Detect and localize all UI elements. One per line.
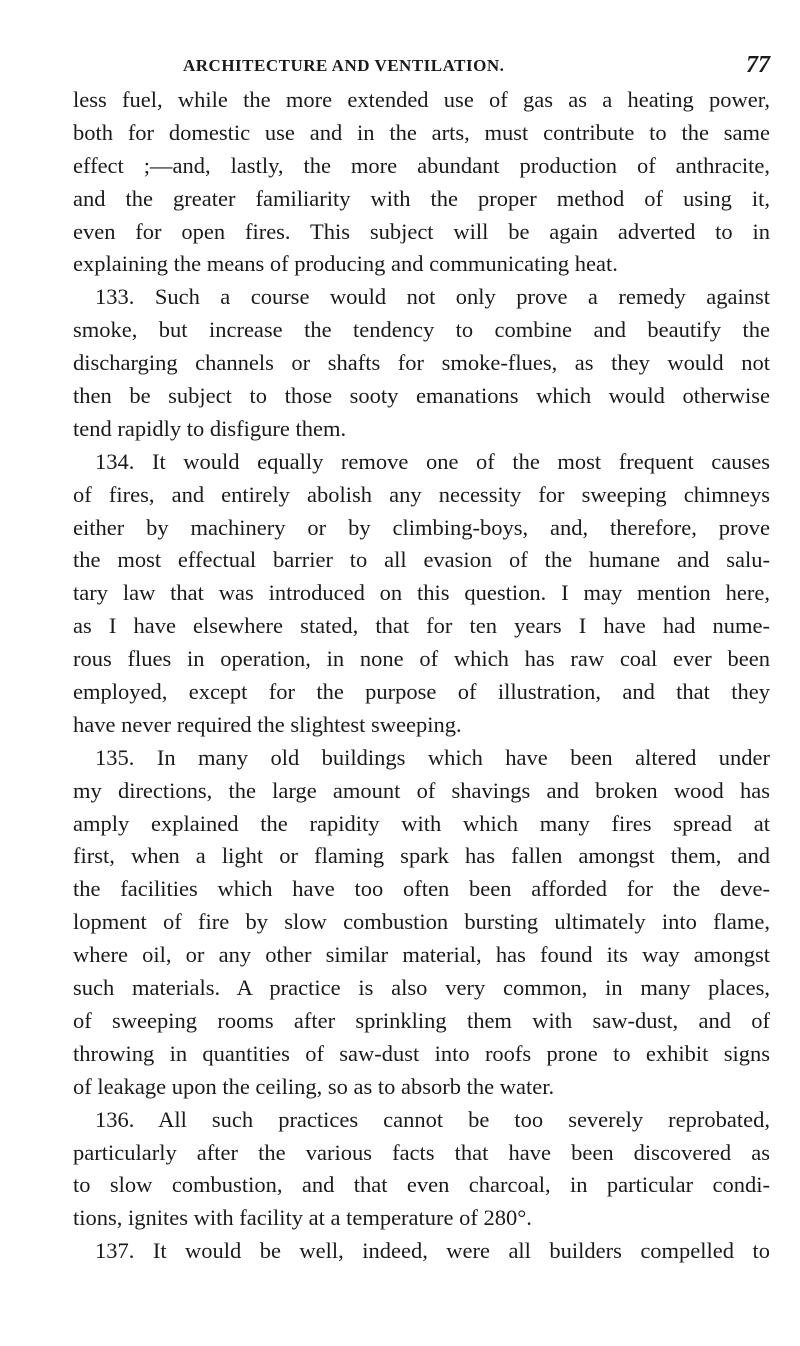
text-line: throwing in quantities of saw-dust into roofs prone to exhibit signs [73,1040,770,1066]
text-line: both for domestic use and in the arts, must contribute to the same [73,119,770,145]
text-line: and the greater familiarity with the proper method of using it, [73,185,770,211]
text-line: such materials. A practice is also very common, in many places, [73,975,770,1001]
text-line: where oil, or any other similar material, has found its way amongst [73,942,770,968]
text-line: amply explained the rapidity with which many fires spread at [73,810,770,836]
page-number: 77 [746,52,770,78]
text-line: rous flues in operation, in none of which has raw coal ever been [73,646,770,672]
text-line: 137. It would be well, indeed, were all builders compelled to [95,1238,770,1264]
text-line: 133. Such a course would not only prove a remedy against [95,284,770,310]
text-line: discharging channels or shafts for smoke-flues, as they would not [73,350,770,376]
text-line: then be subject to those sooty emanations which would otherwise [73,383,770,409]
text-line: tary law that was introduced on this question. I may mention here, [73,580,770,606]
text-line: tend rapidly to disfigure them. [73,415,347,441]
body-text [73,84,770,1268]
text-line: to slow combustion, and that even charcoal, in particular condi- [73,1172,770,1198]
text-line: the facilities which have too often been afforded for the deve- [73,876,770,902]
text-line: of fires, and entirely abolish any necessity for sweeping chimneys [73,481,770,507]
text-line: either by machinery or by climbing-boys, and, therefore, prove [73,514,770,540]
text-line: as I have elsewhere stated, that for ten years I have had nume- [73,613,770,639]
text-line: lopment of fire by slow combustion bursting ultimately into flame, [73,909,770,935]
text-line: particularly after the various facts that have been discovered as [73,1139,770,1165]
text-line: tions, ignites with facility at a temperature of 280°. [73,1205,532,1231]
text-line: 135. In many old buildings which have been altered under [95,744,770,770]
text-line: even for open fires. This subject will be again adverted to in [73,218,770,244]
text-line: explaining the means of producing and communicating heat. [73,251,618,277]
page-header [73,52,770,84]
text-line: employed, except for the purpose of illustration, and that they [73,679,770,705]
text-line: 134. It would equally remove one of the most frequent causes [95,448,770,474]
text-line: my directions, the large amount of shavings and broken wood has [73,777,770,803]
text-line: have never required the slightest sweeping. [73,711,462,737]
text-line: less fuel, while the more extended use of gas as a heating power, [73,87,770,112]
text-line: the most effectual barrier to all evasion of the humane and salu- [73,547,770,573]
text-line: of sweeping rooms after sprinkling them with saw-dust, and of [73,1007,770,1033]
text-line: effect ;—and, lastly, the more abundant production of anthracite, [73,152,770,178]
text-line: first, when a light or flaming spark has fallen amongst them, and [73,843,770,869]
text-line: 136. All such practices cannot be too severely reprobated, [95,1106,770,1132]
running-title: ARCHITECTURE AND VENTILATION. [183,56,505,75]
text-line: smoke, but increase the tendency to combine and beautify the [73,317,770,343]
text-line: of leakage upon the ceiling, so as to absorb the water. [73,1073,555,1099]
